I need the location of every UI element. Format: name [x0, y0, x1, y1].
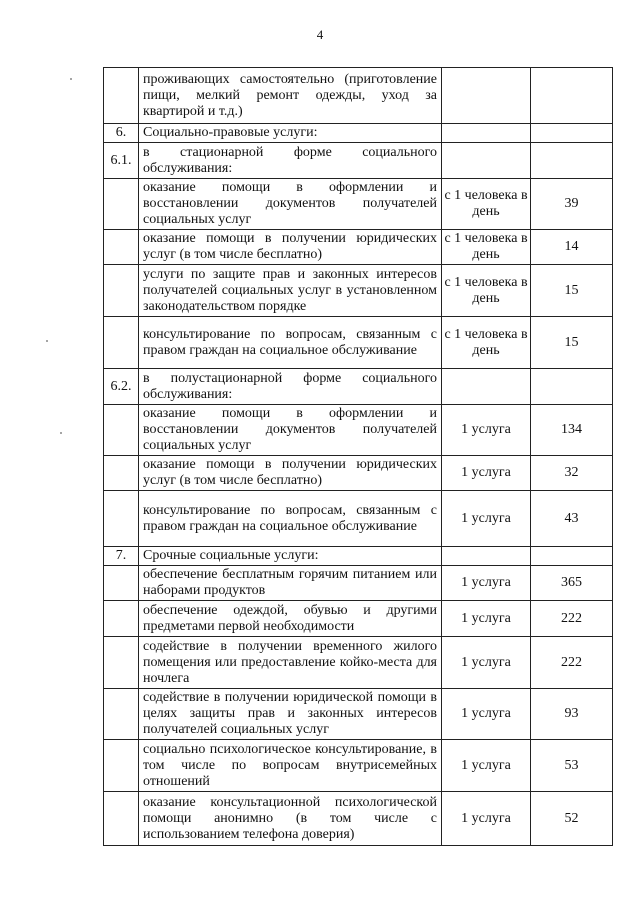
service-count: 15 [531, 317, 613, 369]
row-number [104, 456, 139, 491]
table-row [104, 230, 613, 265]
unit-of-service: 1 услуга [442, 637, 531, 689]
unit-of-service: с 1 человека в день [442, 179, 531, 230]
unit-of-service: 1 услуга [442, 456, 531, 491]
service-description: Социально-правовые услуги: [139, 124, 442, 143]
table-row [104, 317, 613, 369]
service-count: 93 [531, 689, 613, 740]
table-row [104, 566, 613, 601]
service-count: 14 [531, 230, 613, 265]
row-number [104, 601, 139, 637]
service-count: 39 [531, 179, 613, 230]
table-row [104, 637, 613, 689]
services-table [103, 67, 613, 846]
unit-of-service: 1 услуга [442, 740, 531, 792]
service-count: 52 [531, 792, 613, 846]
row-number [104, 792, 139, 846]
page-number: 4 [316, 27, 324, 42]
row-number [104, 230, 139, 265]
row-number [104, 179, 139, 230]
unit-of-service: 1 услуга [442, 601, 531, 637]
service-description: оказание консультационной психологической помощи анонимно (в том числе с использованием телефона доверия) [139, 792, 442, 846]
table-row [104, 456, 613, 491]
unit-of-service: 1 услуга [442, 405, 531, 456]
scan-speck [60, 432, 62, 434]
service-count: 222 [531, 637, 613, 689]
service-count: 43 [531, 491, 613, 547]
row-number [104, 265, 139, 317]
row-number: 6. [104, 124, 139, 143]
service-count [531, 369, 613, 405]
row-number: 6.2. [104, 369, 139, 405]
unit-of-service [442, 369, 531, 405]
scan-speck [70, 78, 72, 80]
table-row [104, 547, 613, 566]
row-number [104, 689, 139, 740]
unit-of-service: с 1 человека в день [442, 230, 531, 265]
table-row [104, 179, 613, 230]
service-count: 32 [531, 456, 613, 491]
service-description: проживающих самостоятельно (приготовление пищи, мелкий ремонт одежды, уход за квартирой и т.д.) [139, 68, 442, 124]
service-description: в полустационарной форме социального обслуживания: [139, 369, 442, 405]
unit-of-service: 1 услуга [442, 566, 531, 601]
service-description: Срочные социальные услуги: [139, 547, 442, 566]
service-count: 222 [531, 601, 613, 637]
service-description: обеспечение одеждой, обувью и другими предметами первой необходимости [139, 601, 442, 637]
service-count: 365 [531, 566, 613, 601]
service-description: оказание помощи в получении юридических услуг (в том числе бесплатно) [139, 230, 442, 265]
service-description: содействие в получении юридической помощи в целях защиты прав и законных интересов получателей социальных услуг [139, 689, 442, 740]
table-row [104, 740, 613, 792]
table-row [104, 491, 613, 547]
table-row [104, 792, 613, 846]
table-row [104, 68, 613, 124]
unit-of-service: с 1 человека в день [442, 265, 531, 317]
table-row [104, 265, 613, 317]
service-count: 134 [531, 405, 613, 456]
row-number [104, 68, 139, 124]
row-number [104, 405, 139, 456]
service-description: социально психологическое консультирование, в том числе по вопросам внутрисемейных отношений [139, 740, 442, 792]
unit-of-service [442, 124, 531, 143]
row-number [104, 566, 139, 601]
service-count [531, 143, 613, 179]
service-description: обеспечение бесплатным горячим питанием или наборами продуктов [139, 566, 442, 601]
service-count: 53 [531, 740, 613, 792]
service-count [531, 547, 613, 566]
table-row [104, 124, 613, 143]
row-number [104, 317, 139, 369]
unit-of-service: 1 услуга [442, 792, 531, 846]
row-number: 6.1. [104, 143, 139, 179]
unit-of-service [442, 143, 531, 179]
service-description: оказание помощи в оформлении и восстановлении документов получателей социальных услуг [139, 179, 442, 230]
unit-of-service [442, 68, 531, 124]
row-number [104, 740, 139, 792]
service-count [531, 68, 613, 124]
table-row [104, 143, 613, 179]
table-row [104, 369, 613, 405]
service-description: содействие в получении временного жилого помещения или предоставление койко-места для ночлега [139, 637, 442, 689]
table-row [104, 405, 613, 456]
service-count: 15 [531, 265, 613, 317]
unit-of-service: 1 услуга [442, 689, 531, 740]
table-row [104, 601, 613, 637]
service-count [531, 124, 613, 143]
service-description: консультирование по вопросам, связанным с правом граждан на социальное обслуживание [139, 317, 442, 369]
service-description: в стационарной форме социального обслуживания: [139, 143, 442, 179]
row-number [104, 491, 139, 547]
scan-speck [46, 340, 48, 342]
service-description: услуги по защите прав и законных интересов получателей социальных услуг в установленном законодательством порядке [139, 265, 442, 317]
unit-of-service [442, 547, 531, 566]
unit-of-service: 1 услуга [442, 491, 531, 547]
table-row [104, 689, 613, 740]
service-description: оказание помощи в оформлении и восстановлении документов получателей социальных услуг [139, 405, 442, 456]
row-number: 7. [104, 547, 139, 566]
service-description: оказание помощи в получении юридических услуг (в том числе бесплатно) [139, 456, 442, 491]
row-number [104, 637, 139, 689]
service-description: консультирование по вопросам, связанным с правом граждан на социальное обслуживание [139, 491, 442, 547]
unit-of-service: с 1 человека в день [442, 317, 531, 369]
